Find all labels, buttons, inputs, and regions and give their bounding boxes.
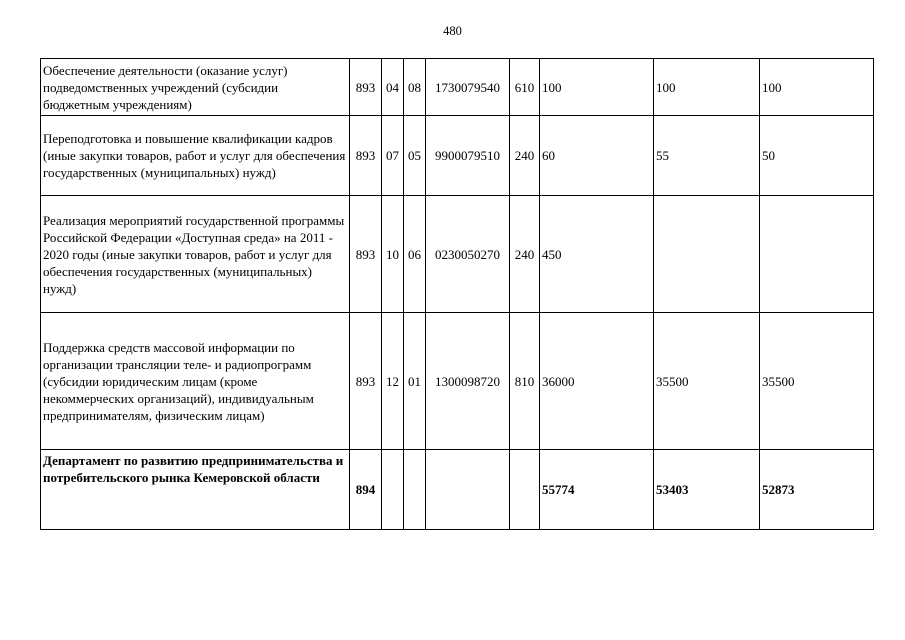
amount-year-3: 52873	[760, 450, 874, 530]
amount-year-1: 450	[540, 196, 654, 313]
amount-year-3: 100	[760, 59, 874, 116]
amount-year-2: 35500	[654, 313, 760, 450]
target-article-code: 1730079540	[426, 59, 510, 116]
ministry-code: 893	[350, 116, 382, 196]
ministry-code: 893	[350, 313, 382, 450]
section-code: 12	[382, 313, 404, 450]
section-code: 07	[382, 116, 404, 196]
amount-year-1: 100	[540, 59, 654, 116]
expense-type-code: 240	[510, 116, 540, 196]
section-code	[382, 450, 404, 530]
subsection-code	[404, 450, 426, 530]
ministry-code: 893	[350, 196, 382, 313]
amount-year-1: 60	[540, 116, 654, 196]
expense-name: Обеспечение деятельности (оказание услуг) подведомственных учреждений (субсидии бюджетным учреждениям)	[41, 59, 350, 116]
budget-table	[40, 58, 874, 530]
target-article-code: 9900079510	[426, 116, 510, 196]
target-article-code: 1300098720	[426, 313, 510, 450]
table-row	[41, 116, 874, 196]
expense-type-code	[510, 450, 540, 530]
table-row	[41, 313, 874, 450]
amount-year-3	[760, 196, 874, 313]
expense-type-code: 810	[510, 313, 540, 450]
amount-year-2: 100	[654, 59, 760, 116]
amount-year-3: 50	[760, 116, 874, 196]
amount-year-2: 53403	[654, 450, 760, 530]
target-article-code: 0230050270	[426, 196, 510, 313]
subsection-code: 05	[404, 116, 426, 196]
ministry-code: 894	[350, 450, 382, 530]
amount-year-1: 36000	[540, 313, 654, 450]
department-name: Департамент по развитию предпринимательства и потребительского рынка Кемеровской области	[41, 450, 350, 530]
ministry-code: 893	[350, 59, 382, 116]
table-row	[41, 59, 874, 116]
subsection-code: 08	[404, 59, 426, 116]
expense-name: Поддержка средств массовой информации по организации трансляции теле- и радиопрограмм (субсидии юридическим лицам (кроме некоммерческих организаций), индивидуальным предпринимателям, физическим лицам)	[41, 313, 350, 450]
amount-year-2	[654, 196, 760, 313]
table-row	[41, 196, 874, 313]
page-number: 480	[443, 24, 462, 38]
amount-year-1: 55774	[540, 450, 654, 530]
expense-name: Реализация мероприятий государственной программы Российской Федерации «Доступная среда» на 2011 - 2020 годы (иные закупки товаров, работ и услуг для обеспечения государственных (муниципальных) нужд)	[41, 196, 350, 313]
subsection-code: 01	[404, 313, 426, 450]
section-code: 04	[382, 59, 404, 116]
expense-name: Переподготовка и повышение квалификации кадров (иные закупки товаров, работ и услуг для обеспечения государственных (муниципальных) нужд)	[41, 116, 350, 196]
target-article-code	[426, 450, 510, 530]
amount-year-2: 55	[654, 116, 760, 196]
expense-type-code: 610	[510, 59, 540, 116]
section-code: 10	[382, 196, 404, 313]
subsection-code: 06	[404, 196, 426, 313]
amount-year-3: 35500	[760, 313, 874, 450]
table-row-department-total	[41, 450, 874, 530]
expense-type-code: 240	[510, 196, 540, 313]
